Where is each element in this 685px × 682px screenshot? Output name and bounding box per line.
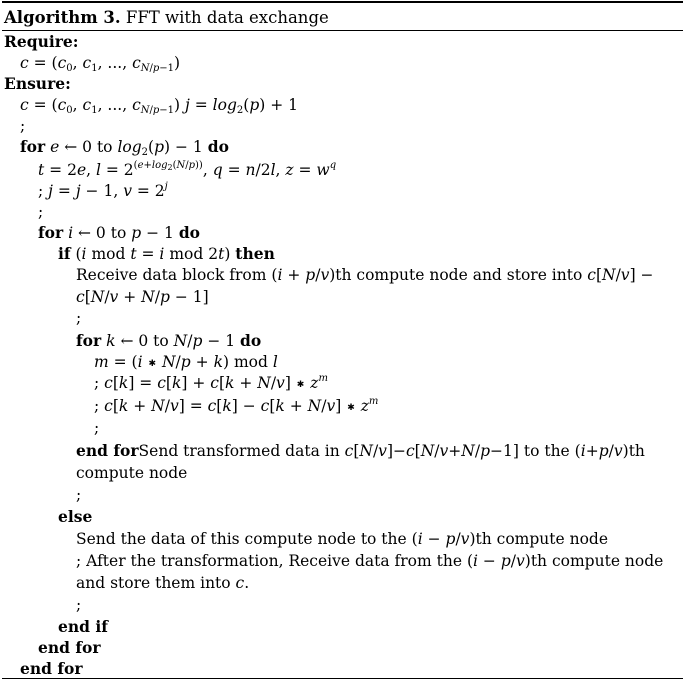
butterfly-add-line: ; c[k] = c[k] + c[k + N/v] ✱ $z^m$ <box>94 373 328 392</box>
if-line: if (i mod t = i mod 2t) then <box>58 244 275 263</box>
semicolon-line: ; <box>94 419 100 437</box>
receive-block-cont-line: c[N/v + N/p − 1] <box>76 288 209 306</box>
algorithm-caption <box>4 8 329 27</box>
semicolon-line: ; <box>76 309 82 327</box>
algorithm-label: Algorithm 3. <box>4 8 121 27</box>
end-for-e-line: end for <box>20 659 83 678</box>
end-for-k-line: end forSend transformed data in c[N/v]−c[N/v+N/p−1] to the (i+p/v)th <box>76 441 645 460</box>
caption-rule <box>2 30 683 31</box>
semicolon-line: ; <box>76 596 82 614</box>
require-vector: $c = (c_0$, $c_1$, ..., $c_{N/p-1}$) <box>20 54 181 74</box>
assign-m-line: m = (i ✱ N/p + k) mod l <box>94 353 278 371</box>
top-rule <box>2 1 683 3</box>
for-k-line: for k ← 0 to N/p − 1 do <box>76 331 262 350</box>
send-data-line: Send the data of this compute node to the (i − p/v)th compute node <box>76 530 609 548</box>
assign-t-line: t = 2e, $l = 2^{(e+log_2(N/p))}$, q = n/2l, $z = w^q$ <box>38 160 337 179</box>
semicolon-line: ; <box>38 203 44 221</box>
require-keyword: Require: <box>4 32 79 51</box>
ensure-line <box>4 75 71 93</box>
end-for-i-line: end for <box>38 638 101 657</box>
for-i-line: for i ← 0 to p − 1 do <box>38 223 200 242</box>
bottom-rule <box>2 678 683 679</box>
after-transform-line: ; After the transformation, Receive data from the (i − p/v)th compute node <box>76 552 664 570</box>
butterfly-sub-line: ; c[k + N/v] = c[k] − c[k + N/v] ✱ $z^m$ <box>94 396 379 415</box>
require-line <box>4 33 79 51</box>
receive-block-line: Receive data block from (i + p/v)th compute node and store into c[N/v] − <box>76 266 654 284</box>
else-line: else <box>58 507 93 526</box>
compute-node-line: compute node <box>76 464 188 482</box>
ensure-vector: $c = (c_0$, $c_1$, ..., $c_{N/p-1}$) $j = \log_2(p) + 1$ <box>20 96 299 116</box>
semicolon-line: ; <box>20 117 26 135</box>
assign-j-line: ; j = j − 1, $v = 2^j$ <box>38 181 168 200</box>
for-e-line: for e ← 0 to $\log_2(p) - 1$ do <box>20 137 229 158</box>
store-line: and store them into c. <box>76 574 250 592</box>
ensure-keyword: Ensure: <box>4 74 71 93</box>
algorithm-title: FFT with data exchange <box>125 8 329 27</box>
end-if-line: end if <box>58 617 108 636</box>
semicolon-line: ; <box>76 486 82 504</box>
